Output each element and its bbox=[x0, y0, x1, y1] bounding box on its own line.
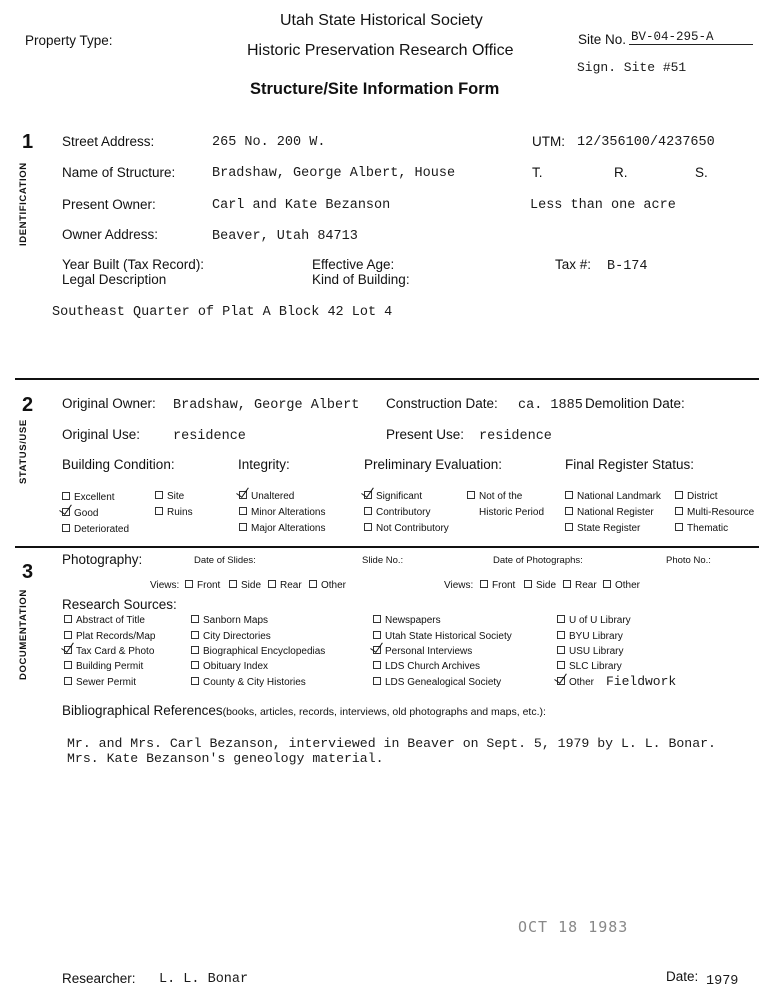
src-abstract-checkbox[interactable]: Abstract of Title bbox=[64, 615, 145, 626]
photography-label: Photography: bbox=[62, 552, 143, 567]
checkbox-icon bbox=[191, 646, 199, 654]
documentation-side-label: DOCUMENTATION bbox=[18, 589, 29, 680]
year-built-label: Year Built (Tax Record): bbox=[62, 257, 205, 272]
site-no-underline bbox=[629, 44, 753, 45]
src-lds-genealogical-checkbox[interactable]: LDS Genealogical Society bbox=[373, 677, 501, 688]
src-usu-checkbox[interactable]: USU Library bbox=[557, 646, 623, 657]
kind-of-building-label: Kind of Building: bbox=[312, 272, 410, 287]
checkbox-icon bbox=[191, 615, 199, 623]
src-uofu-checkbox[interactable]: U of U Library bbox=[557, 615, 631, 626]
final-thematic-checkbox[interactable]: Thematic bbox=[675, 523, 728, 534]
checkbox-icon bbox=[565, 507, 573, 515]
checked-checkbox-icon bbox=[373, 646, 381, 654]
range-label: R. bbox=[614, 165, 628, 180]
original-owner-value: Bradshaw, George Albert bbox=[173, 398, 360, 413]
checkbox-icon bbox=[675, 491, 683, 499]
photos-views-label: Views: bbox=[444, 580, 474, 591]
checkbox-icon bbox=[675, 507, 683, 515]
eval-significant-checkbox[interactable]: Significant bbox=[364, 491, 422, 502]
checkbox-icon bbox=[480, 580, 488, 588]
checkbox-icon bbox=[64, 615, 72, 623]
checkbox-icon bbox=[62, 492, 70, 500]
src-interviews-checkbox[interactable]: Personal Interviews bbox=[373, 646, 472, 657]
owner-address-value: Beaver, Utah 84713 bbox=[212, 229, 358, 244]
checkbox-icon bbox=[557, 631, 565, 639]
legal-description-label: Legal Description bbox=[62, 272, 167, 287]
eval-historic-period-label: Historic Period bbox=[479, 507, 545, 518]
bibliographical-references-label: Bibliographical References(books, articles, records, interviews, old photographs and maps, etc.): bbox=[62, 703, 546, 718]
condition-ruins-checkbox[interactable]: Ruins bbox=[155, 507, 193, 518]
checkbox-icon bbox=[524, 580, 532, 588]
identification-side-label: IDENTIFICATION bbox=[18, 162, 29, 246]
checkbox-icon bbox=[603, 580, 611, 588]
checkbox-icon bbox=[64, 677, 72, 685]
condition-good-checkbox[interactable]: Good bbox=[62, 508, 98, 519]
checkbox-icon bbox=[373, 677, 381, 685]
checkbox-icon bbox=[64, 661, 72, 669]
photos-view-other-checkbox[interactable]: Other bbox=[603, 580, 640, 591]
checkbox-icon bbox=[373, 661, 381, 669]
src-plat-checkbox[interactable]: Plat Records/Map bbox=[64, 631, 155, 642]
utm-label: UTM: bbox=[532, 134, 565, 149]
site-no-value: BV-04-295-A bbox=[631, 30, 714, 44]
checkbox-icon bbox=[185, 580, 193, 588]
src-ushs-checkbox[interactable]: Utah State Historical Society bbox=[373, 631, 512, 642]
src-building-permit-checkbox[interactable]: Building Permit bbox=[64, 661, 143, 672]
tax-number-label: Tax #: bbox=[555, 257, 592, 272]
date-of-photos-label: Date of Photographs: bbox=[493, 555, 583, 566]
eval-not-of-period-checkbox[interactable]: Not of the bbox=[467, 491, 522, 502]
section-divider bbox=[15, 378, 759, 380]
checkbox-icon bbox=[239, 507, 247, 515]
tax-number-value: B-174 bbox=[607, 259, 648, 274]
checkbox-icon bbox=[364, 523, 372, 531]
slides-view-other-checkbox[interactable]: Other bbox=[309, 580, 346, 591]
owner-address-label: Owner Address: bbox=[62, 227, 159, 242]
date-label: Date: bbox=[666, 969, 699, 984]
condition-excellent-checkbox[interactable]: Excellent bbox=[62, 492, 115, 503]
checkbox-icon bbox=[62, 524, 70, 532]
checkbox-icon bbox=[239, 523, 247, 531]
section-1-number: 1 bbox=[22, 131, 34, 153]
slides-views-label: Views: bbox=[150, 580, 180, 591]
checkbox-icon bbox=[155, 491, 163, 499]
photos-view-front-checkbox[interactable]: Front bbox=[480, 580, 515, 591]
checkbox-icon bbox=[565, 523, 573, 531]
original-use-value: residence bbox=[173, 429, 246, 444]
checkbox-icon bbox=[557, 661, 565, 669]
checkbox-icon bbox=[675, 523, 683, 531]
present-use-value: residence bbox=[479, 429, 552, 444]
site-no-label: Site No. bbox=[578, 32, 627, 47]
date-value: 1979 bbox=[706, 974, 739, 989]
checked-checkbox-icon bbox=[64, 646, 72, 654]
src-tax-card-checkbox[interactable]: Tax Card & Photo bbox=[64, 646, 154, 657]
condition-deteriorated-checkbox[interactable]: Deteriorated bbox=[62, 524, 129, 535]
integrity-minor-checkbox[interactable]: Minor Alterations bbox=[239, 507, 325, 518]
date-of-slides-label: Date of Slides: bbox=[194, 555, 256, 566]
office-name: Historic Preservation Research Office bbox=[247, 42, 514, 59]
structure-name-label: Name of Structure: bbox=[62, 165, 176, 180]
src-city-directories-checkbox[interactable]: City Directories bbox=[191, 631, 271, 642]
property-type-label: Property Type: bbox=[25, 33, 113, 48]
checked-checkbox-icon bbox=[239, 491, 247, 499]
researcher-value: L. L. Bonar bbox=[159, 972, 249, 987]
photo-no-label: Photo No.: bbox=[666, 555, 711, 566]
section-divider bbox=[15, 546, 759, 548]
street-address-value: 265 No. 200 W. bbox=[212, 135, 326, 150]
bibliography-line-2: Mrs. Kate Bezanson's geneology material. bbox=[67, 751, 384, 766]
src-biographical-checkbox[interactable]: Biographical Encyclopedias bbox=[191, 646, 325, 657]
checked-checkbox-icon bbox=[364, 491, 372, 499]
status-use-side-label: STATUS/USE bbox=[18, 419, 29, 484]
acreage-value: Less than one acre bbox=[530, 198, 676, 213]
final-multi-resource-checkbox[interactable]: Multi-Resource bbox=[675, 507, 754, 518]
src-newspapers-checkbox[interactable]: Newspapers bbox=[373, 615, 441, 626]
checkbox-icon bbox=[565, 491, 573, 499]
slides-view-rear-checkbox[interactable]: Rear bbox=[268, 580, 302, 591]
src-other-checkbox[interactable]: Other bbox=[557, 677, 594, 688]
section-2-number: 2 bbox=[22, 394, 34, 416]
construction-date-label: Construction Date: bbox=[386, 396, 498, 411]
checkbox-icon bbox=[191, 631, 199, 639]
slides-view-side-checkbox[interactable]: Side bbox=[229, 580, 261, 591]
bibliographical-references-note: (books, articles, records, interviews, old photographs and maps, etc.): bbox=[222, 706, 546, 718]
structure-name-value: Bradshaw, George Albert, House bbox=[212, 166, 456, 181]
checkbox-icon bbox=[557, 615, 565, 623]
demolition-date-label: Demolition Date: bbox=[585, 396, 685, 411]
checkbox-icon bbox=[191, 677, 199, 685]
street-address-label: Street Address: bbox=[62, 134, 155, 149]
src-lds-church-checkbox[interactable]: LDS Church Archives bbox=[373, 661, 480, 672]
final-state-register-checkbox[interactable]: State Register bbox=[565, 523, 640, 534]
original-owner-label: Original Owner: bbox=[62, 396, 156, 411]
final-national-landmark-checkbox[interactable]: National Landmark bbox=[565, 491, 661, 502]
org-name: Utah State Historical Society bbox=[280, 12, 483, 29]
checkbox-icon bbox=[557, 646, 565, 654]
sign-site: Sign. Site #51 bbox=[577, 60, 687, 75]
preliminary-evaluation-label: Preliminary Evaluation: bbox=[364, 457, 503, 472]
final-district-checkbox[interactable]: District bbox=[675, 491, 718, 502]
effective-age-label: Effective Age: bbox=[312, 257, 395, 272]
checkbox-icon bbox=[191, 661, 199, 669]
utm-value: 12/356100/4237650 bbox=[577, 135, 715, 150]
src-obituary-checkbox[interactable]: Obituary Index bbox=[191, 661, 268, 672]
slides-view-front-checkbox[interactable]: Front bbox=[185, 580, 220, 591]
present-owner-label: Present Owner: bbox=[62, 197, 156, 212]
construction-date-value: ca. 1885 bbox=[518, 398, 583, 413]
checked-checkbox-icon bbox=[62, 508, 70, 516]
src-slc-checkbox[interactable]: SLC Library bbox=[557, 661, 622, 672]
eval-contributory-checkbox[interactable]: Contributory bbox=[364, 507, 430, 518]
original-use-label: Original Use: bbox=[62, 427, 141, 442]
legal-description-value: Southeast Quarter of Plat A Block 42 Lot 4 bbox=[52, 305, 393, 320]
checked-checkbox-icon bbox=[557, 677, 565, 685]
bibliography-line-1: Mr. and Mrs. Carl Bezanson, interviewed in Beaver on Sept. 5, 1979 by L. L. Bonar. bbox=[67, 736, 716, 751]
integrity-unaltered-checkbox[interactable]: Unaltered bbox=[239, 491, 294, 502]
checkbox-icon bbox=[373, 615, 381, 623]
checkbox-icon bbox=[229, 580, 237, 588]
src-sewer-permit-checkbox[interactable]: Sewer Permit bbox=[64, 677, 136, 688]
photos-view-side-checkbox[interactable]: Side bbox=[524, 580, 556, 591]
src-other-value: Fieldwork bbox=[606, 674, 677, 689]
src-byu-checkbox[interactable]: BYU Library bbox=[557, 631, 623, 642]
condition-site-checkbox[interactable]: Site bbox=[155, 491, 184, 502]
section-3-number: 3 bbox=[22, 561, 34, 583]
src-sanborn-checkbox[interactable]: Sanborn Maps bbox=[191, 615, 268, 626]
photos-view-rear-checkbox[interactable]: Rear bbox=[563, 580, 597, 591]
integrity-label: Integrity: bbox=[238, 457, 290, 472]
checkbox-icon bbox=[268, 580, 276, 588]
section-label: S. bbox=[695, 165, 708, 180]
checkbox-icon bbox=[364, 507, 372, 515]
present-use-label: Present Use: bbox=[386, 427, 465, 442]
checkbox-icon bbox=[64, 631, 72, 639]
checkbox-icon bbox=[563, 580, 571, 588]
final-register-label: Final Register Status: bbox=[565, 457, 695, 472]
checkbox-icon bbox=[309, 580, 317, 588]
form-title: Structure/Site Information Form bbox=[250, 80, 500, 98]
checkbox-icon bbox=[155, 507, 163, 515]
eval-not-contributory-checkbox[interactable]: Not Contributory bbox=[364, 523, 449, 534]
present-owner-value: Carl and Kate Bezanson bbox=[212, 198, 391, 213]
researcher-label: Researcher: bbox=[62, 971, 136, 986]
building-condition-label: Building Condition: bbox=[62, 457, 175, 472]
checkbox-icon bbox=[373, 631, 381, 639]
checkbox-icon bbox=[467, 491, 475, 499]
received-date-stamp: OCT 18 1983 bbox=[518, 918, 629, 936]
src-county-city-checkbox[interactable]: County & City Histories bbox=[191, 677, 306, 688]
integrity-major-checkbox[interactable]: Major Alterations bbox=[239, 523, 325, 534]
final-national-register-checkbox[interactable]: National Register bbox=[565, 507, 654, 518]
research-sources-label: Research Sources: bbox=[62, 597, 177, 612]
slide-no-label: Slide No.: bbox=[362, 555, 404, 566]
township-label: T. bbox=[532, 165, 543, 180]
